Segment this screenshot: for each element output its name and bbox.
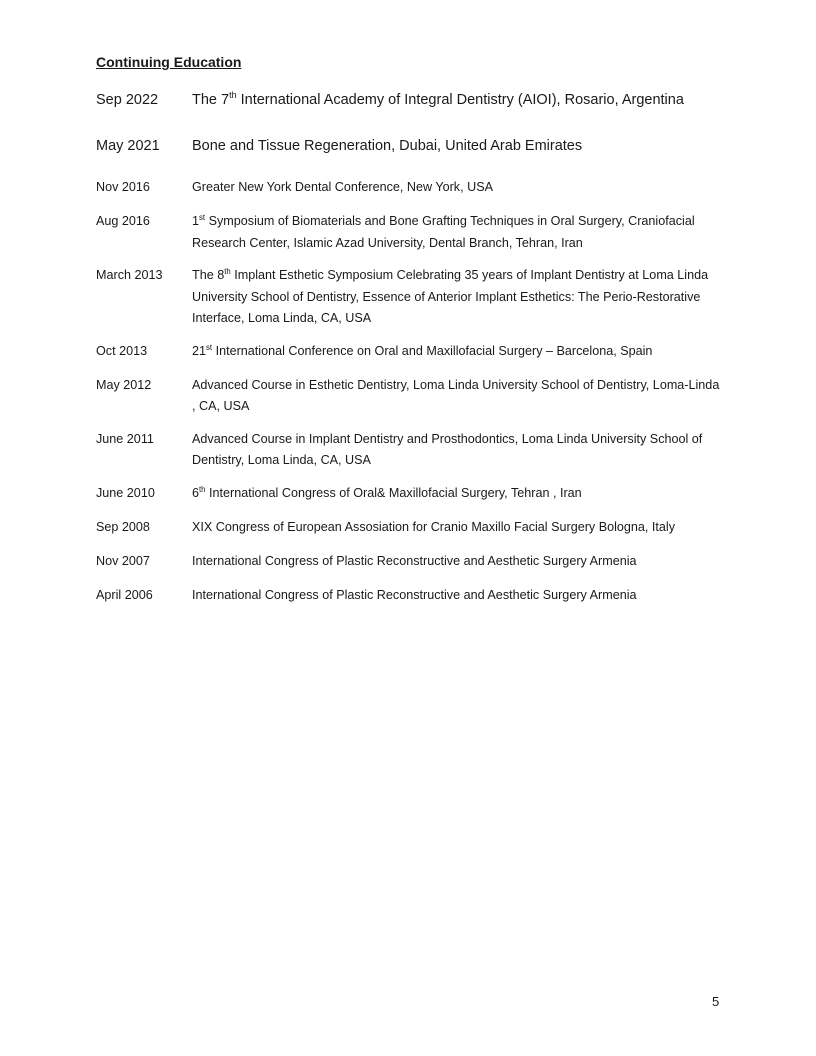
entry-date: May 2012: [96, 378, 152, 392]
entry-row: [96, 429, 726, 472]
entry-date: June 2010: [96, 486, 155, 500]
entry-description: Advanced Course in Esthetic Dentistry, Loma Linda University School of Dentistry, Loma-Linda , CA, USA: [192, 378, 720, 413]
section-heading: Continuing Education: [96, 54, 242, 70]
entry-date: June 2011: [96, 432, 154, 446]
entry-description: XIX Congress of European Assosiation for Cranio Maxillo Facial Surgery Bologna, Italy: [192, 520, 676, 534]
entry-row: [96, 265, 726, 329]
entry-row: [96, 551, 726, 573]
entry-description: 6th International Congress of Oral& Maxillofacial Surgery, Tehran , Iran: [192, 484, 582, 500]
entry-date: Aug 2016: [96, 214, 150, 228]
entry-row: [96, 211, 726, 254]
entry-description: Advanced Course in Implant Dentistry and Prosthodontics, Loma Linda University School of Dentistry, Loma Linda, CA, USA: [192, 432, 703, 467]
entry-row: [96, 483, 726, 505]
page-number: 5: [712, 994, 720, 1009]
entry-description: 21st International Conference on Oral and Maxillofacial Surgery – Barcelona, Spain: [192, 342, 653, 358]
entry-description: International Congress of Plastic Reconstructive and Aesthetic Surgery Armenia: [192, 588, 637, 602]
entry-date: Sep 2022: [96, 92, 159, 108]
entry-row: [96, 585, 726, 607]
entry-date: Sep 2008: [96, 520, 150, 534]
entry-row: [96, 517, 726, 539]
entry-date: May 2021: [96, 138, 160, 154]
entry-row: [96, 375, 726, 418]
entry-description: International Congress of Plastic Reconstructive and Aesthetic Surgery Armenia: [192, 554, 637, 568]
entry-description: Bone and Tissue Regeneration, Dubai, United Arab Emirates: [192, 138, 583, 154]
entry-row: [96, 177, 726, 199]
entry-date: April 2006: [96, 588, 153, 602]
entry-row: [96, 341, 726, 363]
entry-row: [96, 136, 726, 157]
entry-description: 1st Symposium of Biomaterials and Bone Grafting Techniques in Oral Surgery, Craniofacial Research Center, Islamic Azad University, Dental Branch, Tehran, Iran: [192, 212, 695, 250]
entry-date: Oct 2013: [96, 344, 148, 358]
entry-date: Nov 2016: [96, 180, 150, 194]
entry-date: March 2013: [96, 268, 163, 282]
entry-date: Nov 2007: [96, 554, 150, 568]
entry-description: Greater New York Dental Conference, New York, USA: [192, 180, 494, 194]
entry-row: [96, 90, 726, 111]
entry-description: The 7th International Academy of Integral Dentistry (AIOI), Rosario, Argentina: [192, 90, 684, 108]
entry-description: The 8th Implant Esthetic Symposium Celebrating 35 years of Implant Dentistry at Loma Linda University School of Dentistry, Essence of Anterior Implant Esthetics: The Perio-Restorative Interface, Loma Linda, CA, USA: [192, 266, 709, 325]
